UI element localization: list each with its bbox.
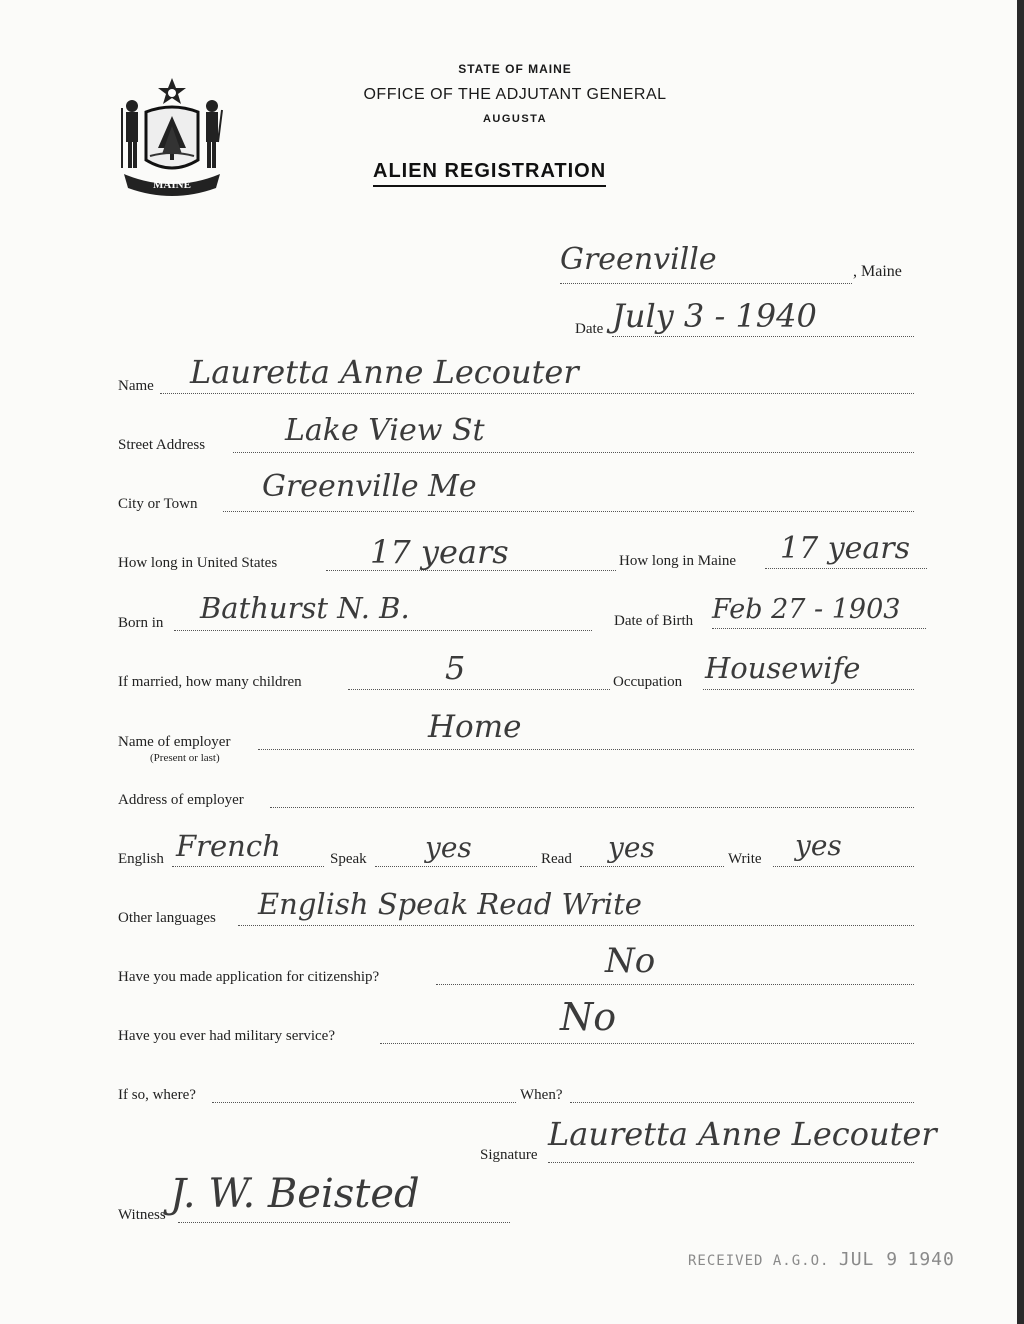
occupation-label: Occupation	[613, 674, 683, 690]
maine-state-seal-icon	[116, 72, 228, 196]
how-long-maine-entry[interactable]: 17 years	[780, 531, 911, 566]
citizenship-entry[interactable]: No	[605, 941, 656, 981]
speak-dots	[375, 866, 537, 867]
city-label: City or Town	[118, 496, 198, 512]
write-entry[interactable]: yes	[795, 829, 842, 862]
born-label: Born in	[118, 615, 164, 631]
employer-label: Name of employer	[118, 734, 231, 750]
how-long-us-label: How long in United States	[118, 555, 278, 571]
date-dots	[612, 336, 914, 337]
other-languages-entry[interactable]: English Speak Read Write	[258, 887, 642, 921]
children-dots	[348, 689, 610, 690]
other-languages-dots	[238, 925, 914, 926]
name-dots	[160, 393, 914, 394]
header-city: AUGUSTA	[482, 113, 548, 125]
header-office: OFFICE OF THE ADJUTANT GENERAL	[363, 86, 667, 103]
how-long-maine-dots	[765, 568, 927, 569]
born-entry[interactable]: Bathurst N. B.	[200, 591, 410, 625]
english-label: English	[118, 851, 164, 867]
received-stamp	[688, 1249, 955, 1270]
dob-dots	[712, 628, 926, 629]
street-label: Street Address	[118, 437, 206, 453]
employer-address-dots	[270, 807, 914, 808]
citizenship-dots	[436, 984, 914, 985]
stamp-date: JUL 9	[838, 1249, 899, 1270]
town-entry[interactable]: Greenville	[560, 242, 717, 277]
signature-label: Signature	[480, 1147, 538, 1163]
speak-label: Speak	[330, 851, 367, 867]
signature-dots	[548, 1162, 914, 1163]
date-label: Date	[575, 321, 604, 337]
dob-label: Date of Birth	[614, 613, 694, 629]
street-entry[interactable]: Lake View St	[285, 413, 485, 448]
witness-entry[interactable]: J. W. Beisted	[170, 1171, 420, 1217]
page-title: ALIEN REGISTRATION	[373, 160, 606, 187]
town-suffix-label: , Maine	[853, 263, 902, 280]
write-dots	[773, 866, 914, 867]
how-long-maine-label: How long in Maine	[619, 553, 737, 569]
witness-dots	[178, 1222, 510, 1223]
stamp-text: RECEIVED A.G.O.	[688, 1253, 830, 1269]
name-entry[interactable]: Lauretta Anne Lecouter	[190, 353, 579, 391]
occupation-dots	[703, 689, 914, 690]
employer-dots	[258, 749, 914, 750]
english-entry[interactable]: French	[176, 829, 281, 863]
english-dots	[172, 866, 324, 867]
speak-entry[interactable]: yes	[425, 831, 472, 864]
city-entry[interactable]: Greenville Me	[262, 469, 477, 504]
signature-entry[interactable]: Lauretta Anne Lecouter	[548, 1115, 937, 1153]
street-dots	[233, 452, 914, 453]
svg-text:MAINE: MAINE	[153, 179, 191, 191]
witness-label: Witness	[118, 1207, 166, 1223]
children-entry[interactable]: 5	[445, 649, 466, 687]
where-label: If so, where?	[118, 1087, 196, 1103]
born-dots	[174, 630, 592, 631]
occupation-entry[interactable]: Housewife	[705, 651, 861, 685]
where-dots	[212, 1102, 516, 1103]
when-dots	[570, 1102, 914, 1103]
write-label: Write	[728, 851, 762, 867]
town-dots	[560, 283, 852, 284]
employer-address-label: Address of employer	[118, 792, 244, 808]
military-label: Have you ever had military service?	[118, 1028, 335, 1044]
date-entry[interactable]: July 3 - 1940	[612, 297, 817, 335]
read-dots	[580, 866, 724, 867]
dob-entry[interactable]: Feb 27 - 1903	[712, 594, 901, 625]
header-state: STATE OF MAINE	[458, 62, 572, 76]
employer-sub-label: (Present or last)	[150, 752, 220, 764]
military-entry[interactable]: No	[560, 995, 617, 1039]
read-label: Read	[541, 851, 572, 867]
other-languages-label: Other languages	[118, 910, 216, 926]
military-dots	[380, 1043, 914, 1044]
stamp-year: 1940	[907, 1249, 955, 1270]
scan-edge	[1017, 0, 1024, 1324]
citizenship-label: Have you made application for citizenship?	[118, 969, 380, 985]
read-entry[interactable]: yes	[608, 831, 655, 864]
employer-entry[interactable]: Home	[428, 709, 522, 745]
how-long-us-entry[interactable]: 17 years	[370, 533, 509, 571]
city-dots	[223, 511, 914, 512]
when-label: When?	[520, 1087, 563, 1103]
children-label: If married, how many children	[118, 674, 302, 690]
name-label: Name	[118, 378, 154, 394]
